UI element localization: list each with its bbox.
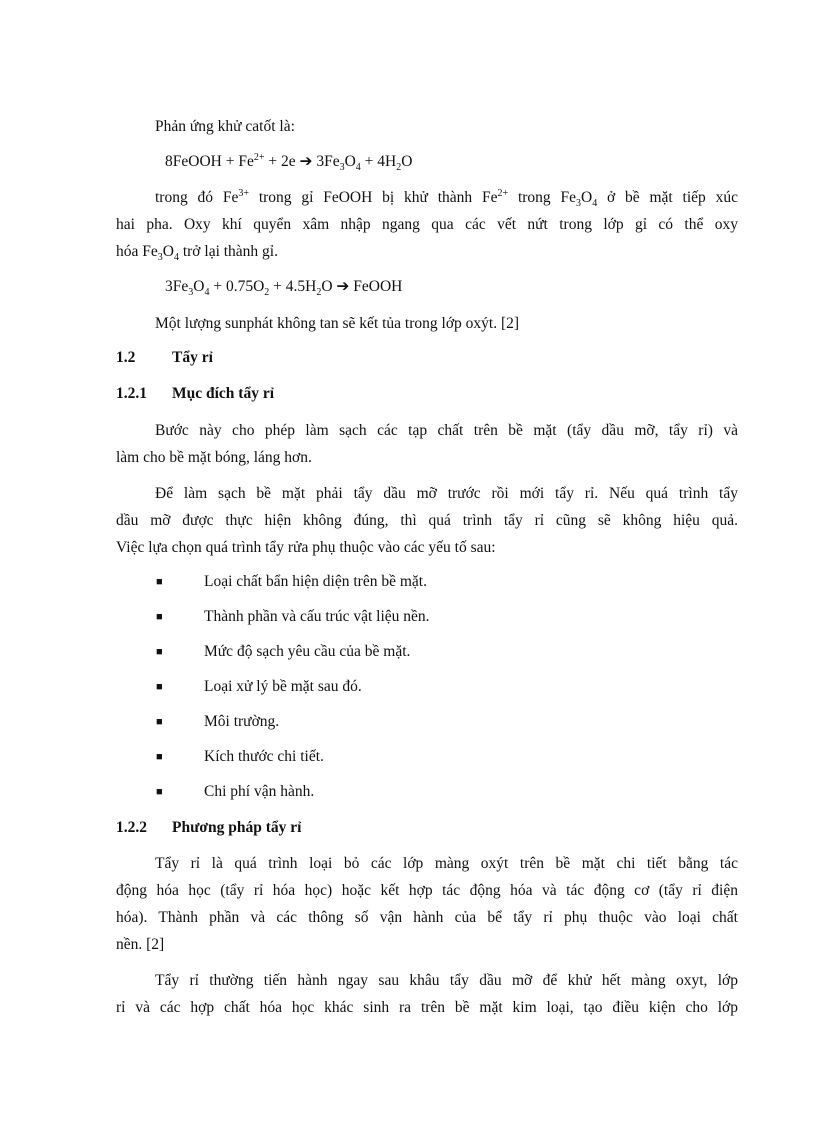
paragraph-line: hóa). Thành phần và các thông số vận hành của bể tẩy rỉ phụ thuộc vào loại chất — [116, 909, 738, 926]
intro-text: Phản ứng khử catốt là: — [155, 118, 295, 135]
paragraph-line: động hóa học (tẩy rỉ hóa học) hoặc kết hợp tác động hóa và tác động cơ (tẩy rỉ điện — [116, 882, 738, 899]
bullet-icon: ■ — [156, 646, 163, 658]
paragraph-line: Tẩy rỉ là quá trình loại bỏ các lớp màng oxýt trên bề mặt chi tiết bằng tác — [155, 855, 738, 872]
list-item: Loại xử lý bề mặt sau đó. — [204, 678, 362, 695]
subsection-title: Mục đích tẩy rỉ — [172, 385, 275, 402]
paragraph-line: hóa $Fe_3O_4$ trở lại thành gỉ. — [116, 243, 278, 264]
bullet-icon: ■ — [156, 576, 163, 588]
subsection-title: Phương pháp tẩy rỉ — [172, 819, 302, 836]
list-item: Môi trường. — [204, 713, 280, 730]
subsection-number: 1.2.1 — [116, 385, 147, 402]
paragraph-line: làm cho bề mặt bóng, láng hơn. — [116, 449, 312, 466]
paragraph-line: dầu mỡ được thực hiện không đúng, thì quá trình tẩy rỉ cũng sẽ không hiệu quả. — [116, 512, 738, 529]
section-number: 1.2 — [116, 349, 136, 366]
paragraph-line: rỉ và các hợp chất hóa học khác sinh ra trên bề mặt kim loại, tạo điều kiện cho lớp — [116, 999, 738, 1016]
bullet-icon: ■ — [156, 751, 163, 763]
paragraph-line: nền. [2] — [116, 936, 165, 953]
list-item: Loại chất bẩn hiện diện trên bề mặt. — [204, 573, 427, 590]
paragraph-line: Một lượng sunphát không tan sẽ kết tủa trong lớp oxýt. [2] — [155, 315, 520, 332]
arrow-icon: ➔ — [336, 278, 350, 295]
paragraph-line: Tẩy rỉ thường tiến hành ngay sau khâu tẩy dầu mỡ để khử hết màng oxyt, lớp — [155, 972, 738, 989]
list-item: Chi phí vận hành. — [204, 783, 315, 800]
paragraph-line: Bước này cho phép làm sạch các tạp chất trên bề mặt (tẩy dầu mỡ, tẩy rỉ) và — [155, 422, 738, 439]
bullet-icon: ■ — [156, 716, 163, 728]
bullet-icon: ■ — [156, 786, 163, 798]
paragraph-line: trong đó $Fe^{3+}$ trong gỉ FeOOH bị khử thành $Fe^{2+}$ trong $Fe_3O_4$ ở bề mặt tiếp xúc — [155, 187, 738, 210]
paragraph-line: Để làm sạch bề mặt phải tẩy dầu mỡ trước rồi mới tẩy rỉ. Nếu quá trình tẩy — [155, 485, 738, 502]
list-item: Kích thước chi tiết. — [204, 748, 324, 765]
equation-cathode-reduction: 8FeOOH + $Fe^{2+} + 2e$ ➔ $3Fe_3O_4 + 4H_2O$ — [165, 151, 413, 174]
list-item: Thành phần và cấu trúc vật liệu nền. — [204, 608, 430, 625]
list-item: Mức độ sạch yêu cầu của bề mặt. — [204, 643, 411, 660]
arrow-icon: ➔ — [299, 153, 313, 170]
paragraph-line: Việc lựa chọn quá trình tẩy rửa phụ thuộc vào các yếu tố sau: — [116, 539, 496, 556]
subsection-number: 1.2.2 — [116, 819, 147, 836]
bullet-icon: ■ — [156, 611, 163, 623]
paragraph-line: hai pha. Oxy khí quyển xâm nhập ngang qua các vết nứt trong lớp gỉ có thể oxy — [116, 216, 738, 233]
bullet-icon: ■ — [156, 681, 163, 693]
section-title: Tẩy rỉ — [172, 349, 213, 366]
equation-oxidation: $3Fe_3O_4 + 0.75O_2 + 4.5H_2O$ ➔ FeOOH — [165, 278, 403, 299]
